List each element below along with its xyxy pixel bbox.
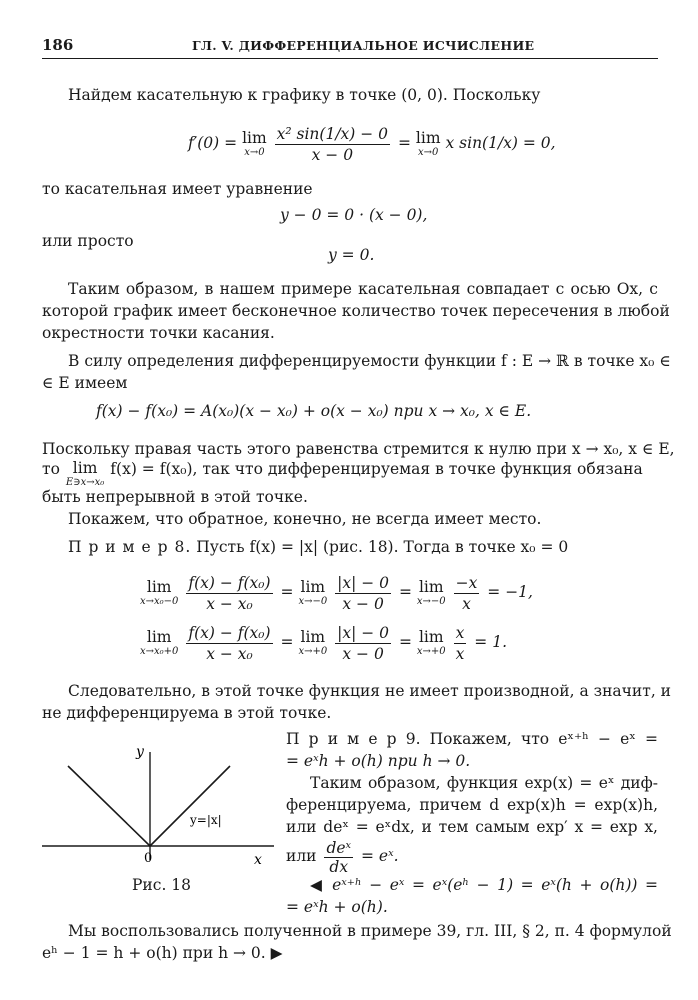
page-number: 186 (42, 36, 74, 54)
eq5-limit-2: lim x→−0 (298, 577, 328, 608)
example-9-l2: = eˣh + o(h) при h → 0. (286, 752, 471, 770)
eq1-rhs: x sin(1/x) = 0, (445, 134, 556, 152)
paragraph-continuity-l1: Поскольку правая часть этого равенства стремится к нулю при x → x₀, x ∈ E, (42, 440, 675, 458)
example-9-derivative-fraction: $\frac{\text{deˣ}}{dx}$ (326, 838, 352, 876)
equation-left-limit (140, 570, 533, 616)
example-9-l4: ференцируема, причем d exp(x)h = exp(x)h, (286, 796, 658, 814)
eq6-frac-3: $\frac{x}{x}$ (455, 623, 465, 663)
equation-right-limit (140, 620, 507, 666)
paragraph-axis-coincides-l2: которой график имеет бесконечное количество точек пересечения в любой (42, 302, 670, 320)
eq1-equals: = (397, 134, 411, 152)
running-title: ГЛ. V. ДИФФЕРЕНЦИАЛЬНОЕ ИСЧИСЛЕНИЕ (192, 38, 535, 53)
proof-l2: = eˣh + o(h). (286, 898, 388, 916)
eq5-eq-1: = (280, 583, 294, 601)
paragraph-converse: Покажем, что обратное, конечно, не всегда имеет место. (68, 510, 542, 528)
curve-label: y=|x| (190, 813, 222, 827)
example-9-l6-or: или (286, 847, 317, 865)
eq5-frac-2: $\frac{|x| - 0}{x - 0}$ (337, 573, 390, 613)
paragraph-differentiability-l1: В силу определения дифференцируемости функции f : E → ℝ в точке x₀ ∈ (68, 352, 671, 370)
eq6-frac-1: $\frac{\text{f(x) − f(x₀)}}{\text{x − x₀}}$ (188, 623, 271, 663)
y-axis-label: y (136, 744, 144, 760)
paragraph-continuity-l3: быть непрерывной в этой точке. (42, 488, 308, 506)
eq6-limit-3: lim x→+0 (416, 627, 446, 658)
equation-tangent: y − 0 = 0 · (x − 0), (280, 206, 428, 224)
eq6-eq-1: = (280, 633, 294, 651)
x-axis-label: x (254, 852, 262, 868)
paragraph-tangent-equation: то касательная имеет уравнение (42, 180, 313, 198)
eq5-end: = −1, (487, 583, 533, 601)
paragraph-no-derivative-l2: не дифференцируема в этой точке. (42, 704, 332, 722)
origin-label: 0 (144, 851, 153, 866)
continuity-rest: f(x) = f(x₀), так что дифференцируемая в точке функция обязана (110, 460, 643, 478)
eq6-frac-2: $\frac{|x| - 0}{x - 0}$ (337, 623, 390, 663)
figure-18-caption: Рис. 18 (132, 876, 192, 894)
eq6-eq-2: = (398, 633, 412, 651)
eq5-limit-3: lim x→−0 (416, 577, 446, 608)
eq1-limit-1: lim x→0 (242, 128, 267, 159)
eq6-limit-1: lim x→x₀+0 (140, 627, 179, 658)
paragraph-or-simply: или просто (42, 232, 134, 250)
abs-right-branch (150, 766, 230, 846)
example-9-l6-result: = eˣ. (361, 847, 399, 865)
eq5-eq-2: = (398, 583, 412, 601)
eq6-limit-2: lim x→+0 (298, 627, 328, 658)
eq1-limit-2: lim x→0 (415, 128, 441, 159)
example-9-l3: Таким образом, функция exp(x) = eˣ диф- (310, 774, 658, 792)
eq6-end: = 1. (474, 633, 507, 651)
example-8-label: П р и м е р 8. (68, 538, 192, 556)
example-8-statement (68, 538, 568, 556)
example-8-text: Пусть f(x) = |x| (рис. 18). Тогда в точке x₀ = 0 (196, 538, 569, 556)
abs-left-branch (68, 766, 150, 846)
header-rule (42, 58, 658, 59)
paragraph-no-derivative-l1: Следовательно, в этой точке функция не имеет производной, а значит, и (68, 682, 672, 700)
continuity-limit: lim E∋x→x₀ (65, 459, 105, 489)
paragraph-axis-coincides-l1: Таким образом, в нашем примере касательная совпадает с осью Ox, с (68, 280, 658, 298)
paragraph-axis-coincides-l3: окрестности точки касания. (42, 324, 275, 342)
eq1-fraction: $\frac{\text{x² sin(1/x) − 0}}{x - 0}$ (276, 124, 389, 164)
eq5-frac-1: $\frac{\text{f(x) − f(x₀)}}{\text{x − x₀}}$ (188, 573, 271, 613)
equation-differentiability: f(x) − f(x₀) = A(x₀)(x − x₀) + o(x − x₀) при x → x₀, x ∈ E. (96, 402, 532, 420)
paragraph-differentiability-l2: ∈ E имеем (42, 374, 128, 392)
proof-l1: ◀ eˣ⁺ʰ − eˣ = eˣ(eʰ − 1) = eˣ(h + o(h)) = (310, 876, 658, 894)
paragraph-continuity-l2 (42, 460, 658, 488)
continuity-to: то (42, 460, 60, 478)
eq5-frac-3: $\frac{-x}{x}$ (455, 573, 478, 613)
paragraph-formula-reference-l1: Мы воспользовались полученной в примере 39, гл. III, § 2, п. 4 формулой (68, 922, 672, 940)
eq5-limit-1: lim x→x₀−0 (140, 577, 179, 608)
example-9-l1: П р и м е р 9. Покажем, что eˣ⁺ʰ − eˣ = (286, 730, 658, 748)
example-9-l5: или deˣ = eˣdx, и тем самым exp′ x = exp x, (286, 818, 658, 836)
equation-y-zero: y = 0. (328, 246, 375, 264)
eq1-lhs: f′(0) = (188, 134, 238, 152)
paragraph-formula-reference-l2: eʰ − 1 = h + o(h) при h → 0. ▶ (42, 944, 283, 962)
equation-derivative-at-zero (188, 118, 556, 168)
example-9-l6 (286, 836, 399, 876)
figure-18-abs-graph (40, 738, 280, 870)
paragraph-tangent-intro: Найдем касательную к графику в точке (0, 0). Поскольку (68, 86, 541, 104)
